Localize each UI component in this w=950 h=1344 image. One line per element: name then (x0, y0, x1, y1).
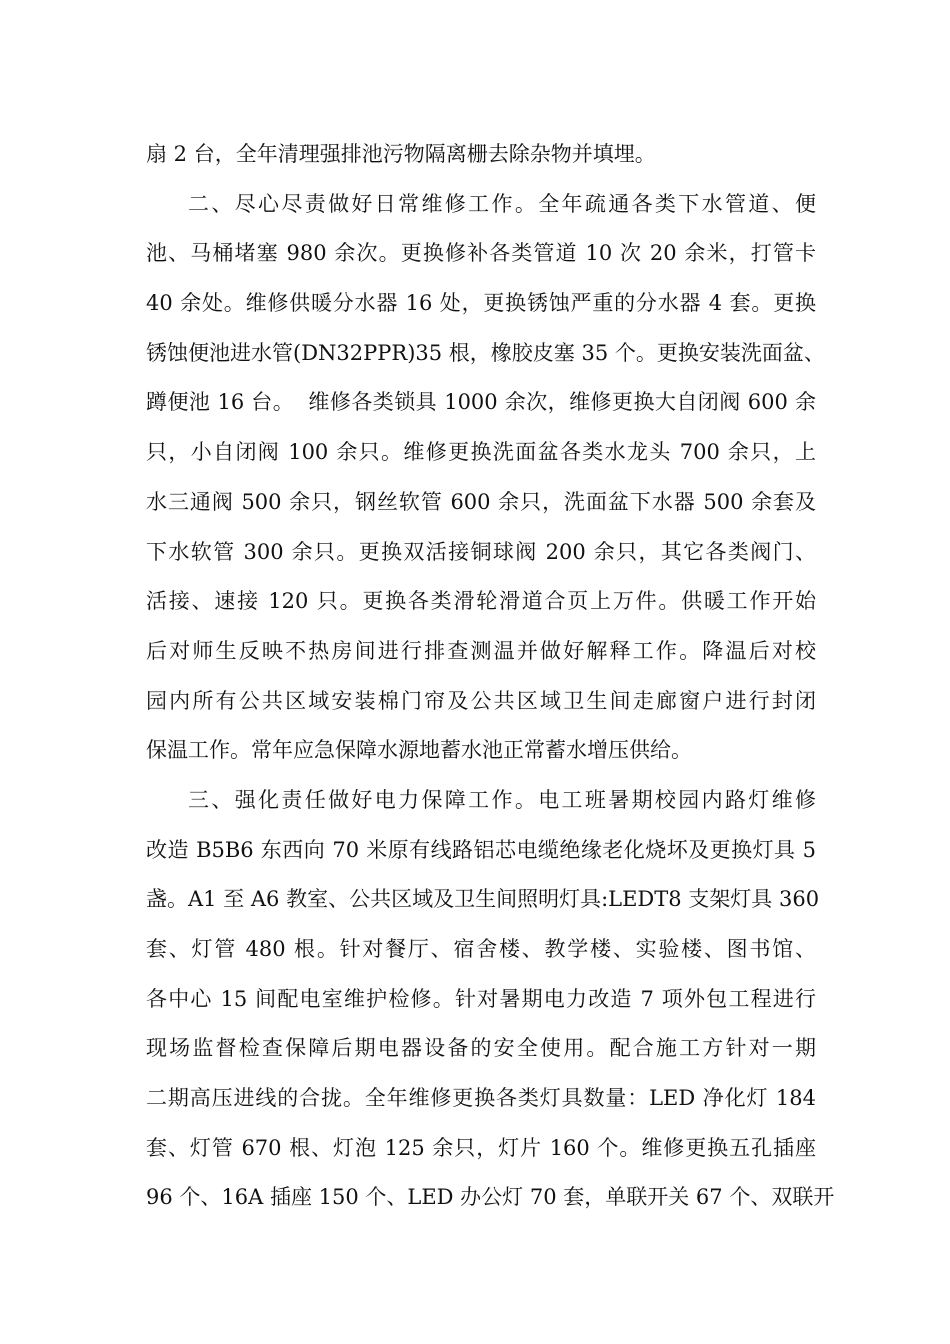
text-line: 保温工作。常年应急保障水源地蓄水池正常蓄水增压供给。 (146, 738, 692, 763)
paragraph-heading-line: 三、强化责任做好电力保障工作。电工班暑期校园内路灯维修 (188, 787, 816, 812)
text-line: 二期高压进线的合拢。全年维修更换各类灯具数量：LED 净化灯 184 (146, 1086, 816, 1111)
text-line: 盏。A1 至 A6 教室、公共区域及卫生间照明灯具:LEDT8 支架灯具 360 (146, 887, 820, 912)
text-line: 水三通阀 500 余只，钢丝软管 600 余只，洗面盆下水器 500 余套及 (146, 489, 816, 514)
text-line: 后对师生反映不热房间进行排查测温并做好解释工作。降温后对校 (146, 638, 816, 663)
text-line: 蹲便池 16 台。 维修各类锁具 1000 余次，维修更换大自闭阀 600 余 (146, 390, 816, 415)
text-line: 改造 B5B6 东西向 70 米原有线路铝芯电缆绝缘老化烧坏及更换灯具 5 (146, 837, 816, 862)
text-line: 池、马桶堵塞 980 余次。更换修补各类管道 10 次 20 余米，打管卡 (146, 241, 816, 266)
text-line: 活接、速接 120 只。更换各类滑轮滑道合页上万件。供暖工作开始 (146, 589, 816, 614)
text-line: 套、灯管 670 根、灯泡 125 余只，灯片 160 个。维修更换五孔插座 (146, 1135, 816, 1160)
text-line: 扇 2 台，全年清理强排池污物隔离栅去除杂物并填埋。 (146, 142, 656, 166)
body-text (146, 130, 835, 1223)
text-line: 现场监督检查保障后期电器设备的安全使用。配合施工方针对一期 (146, 1036, 816, 1061)
paragraph-heading-line: 二、尽心尽责做好日常维修工作。全年疏通各类下水管道、便 (188, 191, 816, 216)
text-line: 96 个、16A 插座 150 个、LED 办公灯 70 套，单联开关 67 个、双联开 (146, 1185, 835, 1210)
text-line: 40 余处。维修供暖分水器 16 处，更换锈蚀严重的分水器 4 套。更换 (146, 291, 816, 316)
text-line: 下水软管 300 余只。更换双活接铜球阀 200 余只，其它各类阀门、 (146, 539, 816, 564)
text-line: 只，小自闭阀 100 余只。维修更换洗面盆各类水龙头 700 余只，上 (146, 440, 816, 465)
text-line: 各中心 15 间配电室维护检修。针对暑期电力改造 7 项外包工程进行 (146, 986, 816, 1011)
text-line: 套、灯管 480 根。针对餐厅、宿舍楼、教学楼、实验楼、图书馆、 (146, 937, 816, 961)
text-line: 锈蚀便池进水管(DN32PPR)35 根，橡胶皮塞 35 个。更换安装洗面盆、 (146, 340, 825, 365)
text-line: 园内所有公共区域安装棉门帘及公共区域卫生间走廊窗户进行封闭 (146, 688, 816, 713)
